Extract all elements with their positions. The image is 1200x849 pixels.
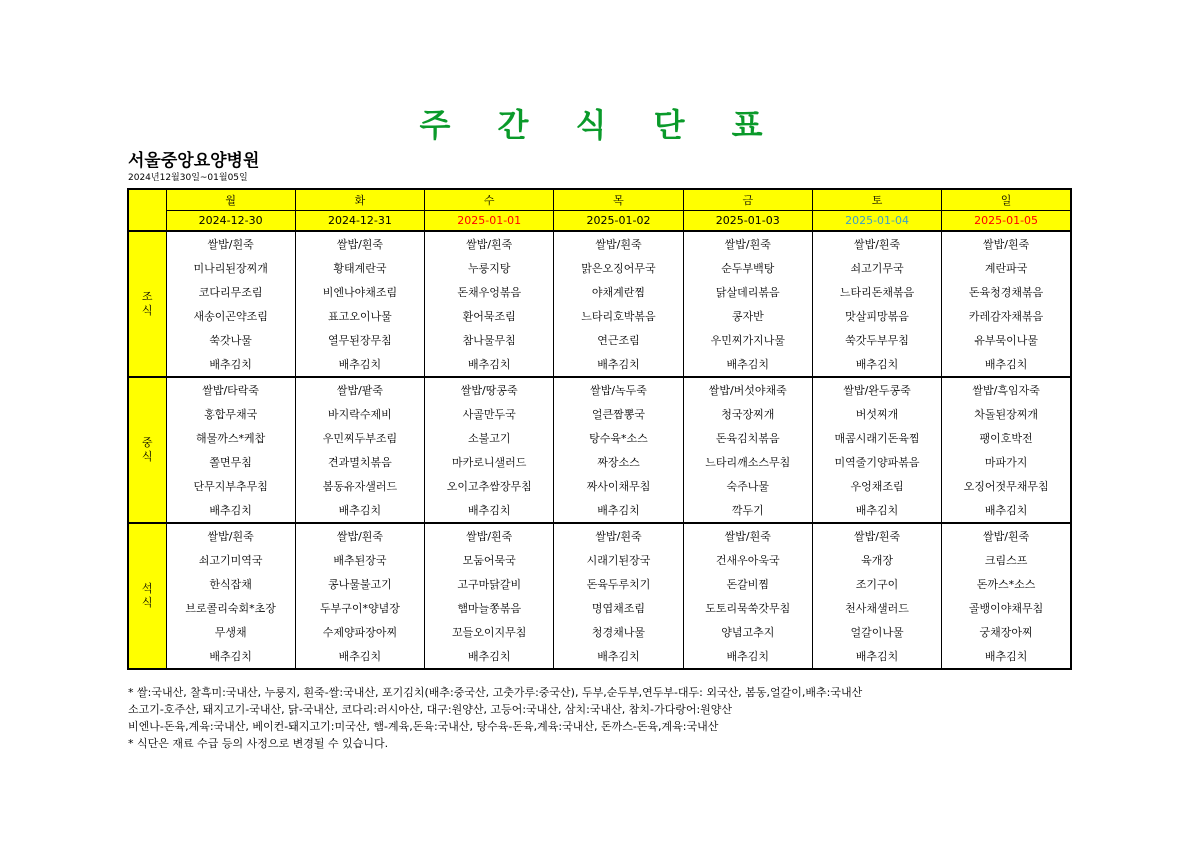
table-row bbox=[128, 474, 1071, 498]
table-row bbox=[128, 426, 1071, 450]
menu-item: 명엽채조림 bbox=[554, 596, 683, 620]
menu-item: 쌀밥/타락죽 bbox=[166, 377, 295, 402]
day-header: 월 bbox=[166, 189, 295, 211]
menu-item: 쌀밥/흰죽 bbox=[812, 523, 941, 548]
menu-period: 2024년12월30일~01월05일 bbox=[128, 173, 248, 183]
menu-item: 쌀밥/버섯야채죽 bbox=[683, 377, 812, 402]
menu-item: 쌀밥/흰죽 bbox=[425, 523, 554, 548]
menu-item: 돈육청경채볶음 bbox=[942, 280, 1071, 304]
menu-item: 쌀밥/흰죽 bbox=[554, 231, 683, 256]
menu-item: 쌀밥/흰죽 bbox=[554, 523, 683, 548]
menu-item: 배추김치 bbox=[166, 498, 295, 523]
menu-item: 쌀밥/흰죽 bbox=[942, 523, 1071, 548]
menu-item: 쇠고기미역국 bbox=[166, 548, 295, 572]
menu-item: 탕수육*소스 bbox=[554, 426, 683, 450]
menu-item: 느타리깨소스무침 bbox=[683, 450, 812, 474]
menu-item: 봄동유자샐러드 bbox=[295, 474, 424, 498]
menu-item: 배추김치 bbox=[425, 498, 554, 523]
menu-item: 꼬들오이지무침 bbox=[425, 620, 554, 644]
menu-item: 쌀밥/흰죽 bbox=[683, 523, 812, 548]
menu-item: 쌀밥/완두콩죽 bbox=[812, 377, 941, 402]
menu-item: 야채계란찜 bbox=[554, 280, 683, 304]
menu-item: 단무지부추무침 bbox=[166, 474, 295, 498]
meal-label-text: 중 식 bbox=[141, 436, 153, 463]
date-header: 2025-01-01 bbox=[425, 211, 554, 232]
menu-item: 오징어젓무채무침 bbox=[942, 474, 1071, 498]
menu-item: 연근조림 bbox=[554, 328, 683, 352]
menu-item: 황태계란국 bbox=[295, 256, 424, 280]
menu-item: 골뱅이야채무침 bbox=[942, 596, 1071, 620]
table-row bbox=[128, 377, 1071, 402]
menu-item: 쑥갓두부무침 bbox=[812, 328, 941, 352]
date-header: 2025-01-02 bbox=[554, 211, 683, 232]
menu-item: 수제양파장아찌 bbox=[295, 620, 424, 644]
meal-label-text: 조 식 bbox=[141, 290, 153, 317]
day-header: 화 bbox=[295, 189, 424, 211]
day-header: 목 bbox=[554, 189, 683, 211]
menu-item: 열무된장무침 bbox=[295, 328, 424, 352]
menu-item: 배추김치 bbox=[166, 644, 295, 669]
day-header: 수 bbox=[425, 189, 554, 211]
menu-item: 맛살피망볶음 bbox=[812, 304, 941, 328]
menu-item: 건새우아욱국 bbox=[683, 548, 812, 572]
table-row bbox=[128, 596, 1071, 620]
menu-item: 매콤시래기돈육찜 bbox=[812, 426, 941, 450]
menu-item: 견과멸치볶음 bbox=[295, 450, 424, 474]
note-line: 소고기-호주산, 돼지고기-국내산, 닭-국내산, 코다리:러시아산, 대구:원양산, 고등어:국내산, 삼치:국내산, 참치-가다랑어:원양산 bbox=[128, 703, 733, 716]
menu-item: 돈육김치볶음 bbox=[683, 426, 812, 450]
menu-item: 배추김치 bbox=[295, 352, 424, 377]
menu-item: 궁채장아찌 bbox=[942, 620, 1071, 644]
menu-item: 짜사이채무침 bbox=[554, 474, 683, 498]
table-row bbox=[128, 280, 1071, 304]
date-header: 2024-12-31 bbox=[295, 211, 424, 232]
note-line: * 식단은 재료 수급 등의 사정으로 변경될 수 있습니다. bbox=[128, 737, 389, 750]
menu-item: 맑은오징어무국 bbox=[554, 256, 683, 280]
menu-item: 순두부백탕 bbox=[683, 256, 812, 280]
date-header: 2025-01-03 bbox=[683, 211, 812, 232]
menu-item: 얼갈이나물 bbox=[812, 620, 941, 644]
menu-item: 마카로니샐러드 bbox=[425, 450, 554, 474]
menu-item: 청경채나물 bbox=[554, 620, 683, 644]
date-header: 2025-01-04 bbox=[812, 211, 941, 232]
notes bbox=[128, 684, 862, 752]
menu-item: 쌀밥/흰죽 bbox=[295, 231, 424, 256]
table-row bbox=[128, 328, 1071, 352]
menu-item: 모둠어묵국 bbox=[425, 548, 554, 572]
date-header: 2025-01-05 bbox=[942, 211, 1071, 232]
day-header-row bbox=[128, 189, 1071, 211]
meal-label-text: 석 식 bbox=[141, 582, 153, 609]
table-row bbox=[128, 644, 1071, 669]
menu-item: 배추김치 bbox=[812, 352, 941, 377]
menu-item: 카레감자채볶음 bbox=[942, 304, 1071, 328]
menu-item: 천사채샐러드 bbox=[812, 596, 941, 620]
menu-item: 배추김치 bbox=[295, 644, 424, 669]
menu-item: 콩나물불고기 bbox=[295, 572, 424, 596]
menu-item: 한식잡채 bbox=[166, 572, 295, 596]
menu-item: 햄마늘쫑볶음 bbox=[425, 596, 554, 620]
menu-item: 배추김치 bbox=[942, 352, 1071, 377]
menu-item: 무생채 bbox=[166, 620, 295, 644]
menu-item: 배추김치 bbox=[554, 498, 683, 523]
date-header-row bbox=[128, 211, 1071, 232]
menu-item: 쌀밥/흰죽 bbox=[942, 231, 1071, 256]
menu-item: 닭살데리볶음 bbox=[683, 280, 812, 304]
menu-item: 짜장소스 bbox=[554, 450, 683, 474]
menu-item: 배추김치 bbox=[683, 644, 812, 669]
menu-item: 배추김치 bbox=[812, 644, 941, 669]
menu-item: 사골만두국 bbox=[425, 402, 554, 426]
table-row bbox=[128, 352, 1071, 377]
table-row bbox=[128, 523, 1071, 548]
menu-item: 바지락수제비 bbox=[295, 402, 424, 426]
menu-item: 마파가지 bbox=[942, 450, 1071, 474]
menu-item: 소불고기 bbox=[425, 426, 554, 450]
menu-item: 배추김치 bbox=[166, 352, 295, 377]
menu-item: 얼큰짬뽕국 bbox=[554, 402, 683, 426]
table-row bbox=[128, 450, 1071, 474]
menu-item: 쌀밥/흰죽 bbox=[166, 523, 295, 548]
menu-item: 해물까스*케찹 bbox=[166, 426, 295, 450]
menu-item: 쌀밥/흰죽 bbox=[425, 231, 554, 256]
page-title: 주 간 식 단 표 bbox=[419, 106, 781, 144]
menu-item: 배추김치 bbox=[554, 352, 683, 377]
menu-item: 쫄면무침 bbox=[166, 450, 295, 474]
table-row bbox=[128, 231, 1071, 256]
menu-item: 미나리된장찌개 bbox=[166, 256, 295, 280]
menu-item: 유부묵이나물 bbox=[942, 328, 1071, 352]
menu-item: 참나물무침 bbox=[425, 328, 554, 352]
menu-item: 차돌된장찌개 bbox=[942, 402, 1071, 426]
menu-item: 콩자반 bbox=[683, 304, 812, 328]
table-row bbox=[128, 548, 1071, 572]
menu-item: 코다리무조림 bbox=[166, 280, 295, 304]
menu-item: 쌀밥/흰죽 bbox=[812, 231, 941, 256]
table-row bbox=[128, 402, 1071, 426]
menu-item: 느타리호박볶음 bbox=[554, 304, 683, 328]
date-header: 2024-12-30 bbox=[166, 211, 295, 232]
menu-item: 누룽지탕 bbox=[425, 256, 554, 280]
menu-item: 팽이호박전 bbox=[942, 426, 1071, 450]
day-header: 토 bbox=[812, 189, 941, 211]
day-header: 일 bbox=[942, 189, 1071, 211]
menu-item: 쌀밥/흑임자죽 bbox=[942, 377, 1071, 402]
menu-item: 느타리돈채볶음 bbox=[812, 280, 941, 304]
menu-item: 쌀밥/흰죽 bbox=[166, 231, 295, 256]
menu-item: 우민찌가지나물 bbox=[683, 328, 812, 352]
menu-item: 쇠고기무국 bbox=[812, 256, 941, 280]
menu-item: 쌀밥/녹두죽 bbox=[554, 377, 683, 402]
menu-item: 숙주나물 bbox=[683, 474, 812, 498]
menu-item: 돈까스*소스 bbox=[942, 572, 1071, 596]
menu-item: 브로콜리숙회*초장 bbox=[166, 596, 295, 620]
menu-item: 배추김치 bbox=[425, 644, 554, 669]
menu-item: 우엉채조림 bbox=[812, 474, 941, 498]
menu-item: 계란파국 bbox=[942, 256, 1071, 280]
weekly-menu-table bbox=[127, 188, 1072, 670]
menu-item: 양념고추지 bbox=[683, 620, 812, 644]
menu-item: 쑥갓나물 bbox=[166, 328, 295, 352]
meal-label bbox=[128, 231, 166, 377]
menu-item: 쌀밥/팥죽 bbox=[295, 377, 424, 402]
menu-item: 쌀밥/땅콩죽 bbox=[425, 377, 554, 402]
menu-item: 환어묵조림 bbox=[425, 304, 554, 328]
menu-item: 돈갈비찜 bbox=[683, 572, 812, 596]
header-corner bbox=[128, 189, 166, 231]
menu-item: 깍두기 bbox=[683, 498, 812, 523]
table-row bbox=[128, 304, 1071, 328]
table-row bbox=[128, 620, 1071, 644]
table-row bbox=[128, 256, 1071, 280]
menu-item: 배추김치 bbox=[425, 352, 554, 377]
menu-item: 시래기된장국 bbox=[554, 548, 683, 572]
meal-label bbox=[128, 523, 166, 669]
day-header: 금 bbox=[683, 189, 812, 211]
menu-item: 오이고추쌈장무침 bbox=[425, 474, 554, 498]
menu-item: 쌀밥/흰죽 bbox=[683, 231, 812, 256]
table-row bbox=[128, 498, 1071, 523]
meal-label bbox=[128, 377, 166, 523]
menu-item: 배추된장국 bbox=[295, 548, 424, 572]
menu-item: 배추김치 bbox=[942, 644, 1071, 669]
menu-item: 우민찌두부조림 bbox=[295, 426, 424, 450]
menu-item: 배추김치 bbox=[683, 352, 812, 377]
menu-item: 표고오이나물 bbox=[295, 304, 424, 328]
hospital-name: 서울중앙요양병원 bbox=[128, 151, 260, 171]
menu-item: 고구마닭갈비 bbox=[425, 572, 554, 596]
menu-item: 쌀밥/흰죽 bbox=[295, 523, 424, 548]
note-line: 비엔나-돈육,계육:국내산, 베이컨-돼지고기:미국산, 햄-계육,돈육:국내산, 탕수육-돈육,계육:국내산, 돈까스-돈육,계육:국내산 bbox=[128, 720, 719, 733]
table-row bbox=[128, 572, 1071, 596]
note-line: * 쌀:국내산, 찰흑미:국내산, 누룽지, 흰죽-쌀:국내산, 포기김치(배추:중국산, 고춧가루:중국산), 두부,순두부,연두부-대두: 외국산, 봄동,얼갈이,배추:국내산 bbox=[128, 686, 863, 699]
menu-item: 미역줄기양파볶음 bbox=[812, 450, 941, 474]
menu-item: 배추김치 bbox=[554, 644, 683, 669]
menu-item: 배추김치 bbox=[942, 498, 1071, 523]
menu-item: 돈채우엉볶음 bbox=[425, 280, 554, 304]
menu-item: 돈육두루치기 bbox=[554, 572, 683, 596]
menu-item: 두부구이*양념장 bbox=[295, 596, 424, 620]
menu-item: 크림스프 bbox=[942, 548, 1071, 572]
menu-item: 도토리묵쑥갓무침 bbox=[683, 596, 812, 620]
menu-item: 조기구이 bbox=[812, 572, 941, 596]
menu-item: 버섯찌개 bbox=[812, 402, 941, 426]
menu-item: 청국장찌개 bbox=[683, 402, 812, 426]
menu-item: 홍합무채국 bbox=[166, 402, 295, 426]
menu-item: 육개장 bbox=[812, 548, 941, 572]
menu-item: 새송이곤약조림 bbox=[166, 304, 295, 328]
menu-item: 배추김치 bbox=[812, 498, 941, 523]
menu-item: 비엔나야채조림 bbox=[295, 280, 424, 304]
menu-item: 배추김치 bbox=[295, 498, 424, 523]
